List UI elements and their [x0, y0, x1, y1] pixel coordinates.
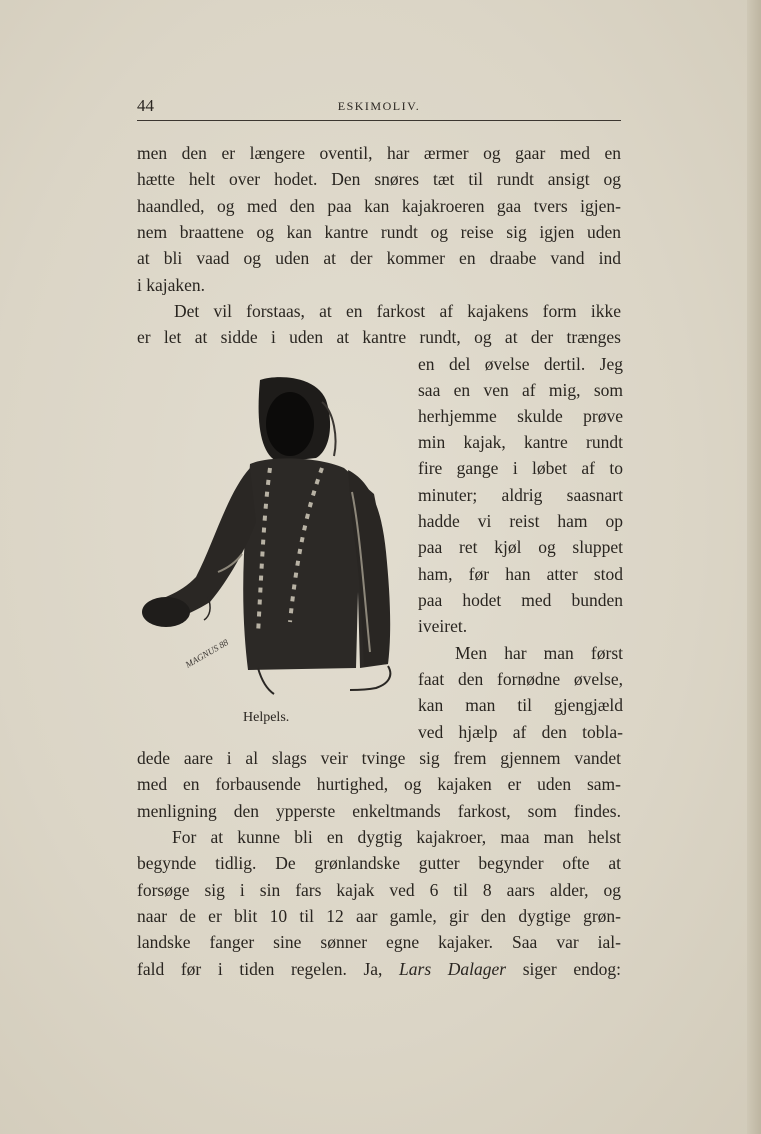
text-line: er let at sidde i uden at kantre rundt, og at der trænges	[137, 327, 621, 347]
text-line: paa hodet med bunden	[418, 590, 623, 610]
text-line: begynde tidlig. De grønlandske gutter begynder ofte at	[137, 853, 621, 873]
text-line: menligning den ypperste enkeltmands farkost, som findes.	[137, 801, 621, 821]
anorak-drawing	[138, 372, 408, 702]
text-line: saa en ven af mig, som	[418, 380, 623, 400]
text-line: hætte helt over hodet. Den snøres tæt til rundt ansigt og	[137, 169, 621, 189]
text-line: minuter; aldrig saasnart	[418, 485, 623, 505]
text-line	[137, 956, 621, 982]
text-line: haandled, og med den paa kan kajakroeren gaa tvers igjen-	[137, 196, 621, 216]
text-line: forsøge sig i sin fars kajak ved 6 til 8 aars alder, og	[137, 880, 621, 900]
running-title: ESKIMOLIV.	[337, 99, 421, 113]
text-line: Det vil forstaas, at en farkost af kajakens form ikke	[174, 301, 621, 321]
line-tail: siger endog:	[522, 959, 621, 979]
text-line: herhjemme skulde prøve	[418, 406, 623, 426]
text-line: at bli vaad og uden at der kommer en draabe vand ind	[137, 248, 621, 268]
text-line: For at kunne bli en dygtig kajakroer, maa man helst	[172, 827, 621, 847]
anorak-illustration	[138, 372, 408, 702]
text-line: i kajaken.	[137, 275, 206, 295]
text-line: min kajak, kantre rundt	[418, 432, 623, 452]
text-line: faat den fornødne øvelse,	[418, 669, 623, 689]
page-edge	[747, 0, 761, 1134]
text-line: kan man til gjengjæld	[418, 695, 623, 715]
text-line: hadde vi reist ham op	[418, 511, 623, 531]
page-header	[137, 96, 621, 121]
text-line: men den er længere oventil, har ærmer og gaar med en	[137, 143, 621, 163]
text-line: ved hjælp af den tobla-	[418, 722, 623, 742]
text-line: ham, før han atter stod	[418, 564, 623, 584]
text-line: paa ret kjøl og sluppet	[418, 537, 623, 557]
text-line: dede aare i al slags veir tvinge sig frem gjennem vandet	[137, 748, 621, 768]
line-lead: fald før i tiden regelen. Ja,	[137, 959, 383, 979]
text-line: landske fanger sine sønner egne kajaker. Saa var ial-	[137, 932, 621, 952]
artist-signature: MAGNUS 88	[183, 637, 230, 670]
page-number: 44	[137, 96, 154, 115]
text-line: iveiret.	[418, 616, 468, 636]
text-line: fire gange i løbet af to	[418, 458, 623, 478]
emphasized-name: Lars Dalager	[399, 959, 507, 979]
text-line: nem braattene og kan kantre rundt og reise sig igjen uden	[137, 222, 621, 242]
text-line: Men har man først	[455, 643, 623, 663]
text-line: med en forbausende hurtighed, og kajaken er uden sam-	[137, 774, 621, 794]
figure-caption: Helpels.	[243, 710, 290, 725]
text-line: naar de er blit 10 til 12 aar gamle, gir den dygtige grøn-	[137, 906, 621, 926]
text-line: en del øvelse dertil. Jeg	[418, 354, 623, 374]
